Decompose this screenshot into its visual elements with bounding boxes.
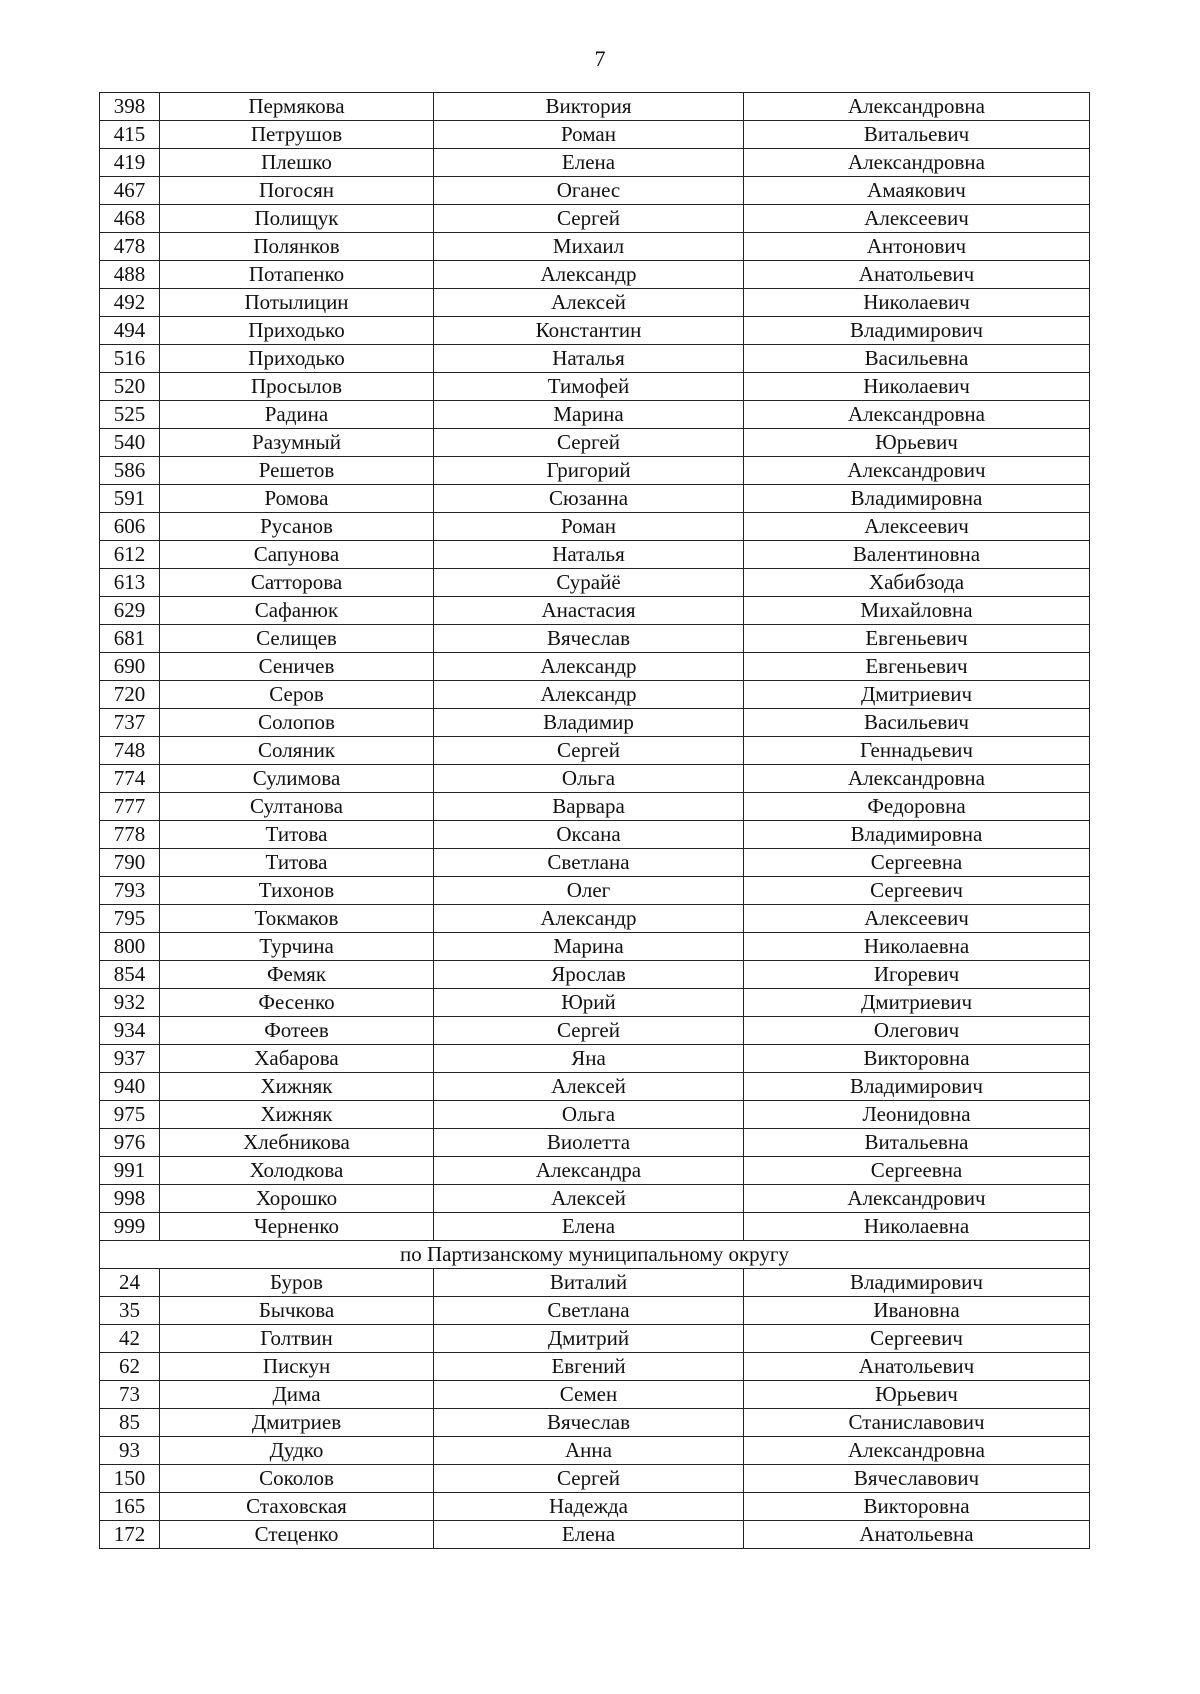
cell-number: 520 <box>100 373 160 401</box>
cell-last-name: Петрушов <box>160 121 434 149</box>
cell-first-name: Владимир <box>434 709 744 737</box>
cell-number: 467 <box>100 177 160 205</box>
cell-last-name: Стеценко <box>160 1521 434 1549</box>
cell-first-name: Марина <box>434 401 744 429</box>
cell-number: 795 <box>100 905 160 933</box>
cell-first-name: Сюзанна <box>434 485 744 513</box>
cell-first-name: Варвара <box>434 793 744 821</box>
cell-patronymic: Анатольевич <box>744 261 1090 289</box>
cell-number: 172 <box>100 1521 160 1549</box>
cell-patronymic: Хабибзода <box>744 569 1090 597</box>
table-row <box>100 849 1090 877</box>
table-row <box>100 1381 1090 1409</box>
cell-patronymic: Валентиновна <box>744 541 1090 569</box>
cell-patronymic: Вячеславович <box>744 1465 1090 1493</box>
cell-number: 586 <box>100 457 160 485</box>
cell-number: 24 <box>100 1269 160 1297</box>
section-heading: по Партизанскому муниципальному округу <box>100 1241 1090 1269</box>
section-heading-row <box>100 1241 1090 1269</box>
cell-number: 777 <box>100 793 160 821</box>
cell-number: 540 <box>100 429 160 457</box>
cell-number: 488 <box>100 261 160 289</box>
cell-number: 681 <box>100 625 160 653</box>
cell-patronymic: Алексеевич <box>744 205 1090 233</box>
cell-number: 976 <box>100 1129 160 1157</box>
table-row <box>100 1269 1090 1297</box>
table-row <box>100 1045 1090 1073</box>
table-row <box>100 1185 1090 1213</box>
cell-patronymic: Витальевич <box>744 121 1090 149</box>
cell-patronymic: Александрович <box>744 1185 1090 1213</box>
cell-first-name: Александр <box>434 681 744 709</box>
cell-patronymic: Федоровна <box>744 793 1090 821</box>
cell-first-name: Елена <box>434 1213 744 1241</box>
cell-first-name: Светлана <box>434 1297 744 1325</box>
cell-last-name: Хлебникова <box>160 1129 434 1157</box>
cell-number: 93 <box>100 1437 160 1465</box>
cell-patronymic: Станиславович <box>744 1409 1090 1437</box>
roster-body <box>100 93 1090 1549</box>
cell-first-name: Александра <box>434 1157 744 1185</box>
table-row <box>100 1017 1090 1045</box>
cell-patronymic: Александровна <box>744 149 1090 177</box>
cell-last-name: Полянков <box>160 233 434 261</box>
cell-number: 492 <box>100 289 160 317</box>
cell-number: 478 <box>100 233 160 261</box>
cell-first-name: Елена <box>434 149 744 177</box>
cell-last-name: Буров <box>160 1269 434 1297</box>
cell-last-name: Потапенко <box>160 261 434 289</box>
cell-first-name: Александр <box>434 653 744 681</box>
cell-patronymic: Ивановна <box>744 1297 1090 1325</box>
cell-last-name: Серов <box>160 681 434 709</box>
cell-patronymic: Васильевна <box>744 345 1090 373</box>
cell-last-name: Сулимова <box>160 765 434 793</box>
table-row <box>100 793 1090 821</box>
cell-number: 73 <box>100 1381 160 1409</box>
cell-patronymic: Николаевна <box>744 1213 1090 1241</box>
table-row <box>100 541 1090 569</box>
cell-patronymic: Владимирович <box>744 1073 1090 1101</box>
cell-last-name: Селищев <box>160 625 434 653</box>
table-row <box>100 1157 1090 1185</box>
cell-number: 613 <box>100 569 160 597</box>
cell-patronymic: Владимировна <box>744 821 1090 849</box>
cell-last-name: Дмитриев <box>160 1409 434 1437</box>
cell-patronymic: Дмитриевич <box>744 989 1090 1017</box>
table-row <box>100 821 1090 849</box>
cell-last-name: Решетов <box>160 457 434 485</box>
cell-first-name: Тимофей <box>434 373 744 401</box>
cell-last-name: Тихонов <box>160 877 434 905</box>
table-row <box>100 177 1090 205</box>
cell-last-name: Погосян <box>160 177 434 205</box>
cell-number: 800 <box>100 933 160 961</box>
cell-number: 42 <box>100 1325 160 1353</box>
cell-first-name: Роман <box>434 121 744 149</box>
table-row <box>100 709 1090 737</box>
cell-first-name: Наталья <box>434 541 744 569</box>
cell-first-name: Ярослав <box>434 961 744 989</box>
cell-first-name: Анастасия <box>434 597 744 625</box>
table-row <box>100 737 1090 765</box>
cell-last-name: Соляник <box>160 737 434 765</box>
cell-patronymic: Евгеньевич <box>744 625 1090 653</box>
cell-patronymic: Леонидовна <box>744 1101 1090 1129</box>
cell-patronymic: Дмитриевич <box>744 681 1090 709</box>
cell-patronymic: Александровна <box>744 765 1090 793</box>
cell-patronymic: Николаевич <box>744 373 1090 401</box>
cell-first-name: Сурайё <box>434 569 744 597</box>
cell-patronymic: Алексеевич <box>744 905 1090 933</box>
cell-number: 468 <box>100 205 160 233</box>
cell-first-name: Евгений <box>434 1353 744 1381</box>
cell-last-name: Токмаков <box>160 905 434 933</box>
cell-first-name: Семен <box>434 1381 744 1409</box>
cell-number: 85 <box>100 1409 160 1437</box>
cell-last-name: Холодкова <box>160 1157 434 1185</box>
cell-first-name: Михаил <box>434 233 744 261</box>
cell-patronymic: Анатольевна <box>744 1521 1090 1549</box>
cell-patronymic: Игоревич <box>744 961 1090 989</box>
cell-number: 998 <box>100 1185 160 1213</box>
cell-patronymic: Михайловна <box>744 597 1090 625</box>
table-row <box>100 1493 1090 1521</box>
table-row <box>100 1325 1090 1353</box>
table-row <box>100 597 1090 625</box>
cell-last-name: Турчина <box>160 933 434 961</box>
cell-last-name: Стаховская <box>160 1493 434 1521</box>
table-row <box>100 569 1090 597</box>
cell-number: 790 <box>100 849 160 877</box>
cell-patronymic: Владимирович <box>744 1269 1090 1297</box>
cell-last-name: Хижняк <box>160 1073 434 1101</box>
cell-number: 793 <box>100 877 160 905</box>
cell-patronymic: Сергеевна <box>744 849 1090 877</box>
cell-first-name: Надежда <box>434 1493 744 1521</box>
cell-last-name: Радина <box>160 401 434 429</box>
table-row <box>100 933 1090 961</box>
cell-last-name: Титова <box>160 821 434 849</box>
cell-last-name: Просылов <box>160 373 434 401</box>
cell-patronymic: Алексеевич <box>744 513 1090 541</box>
table-row <box>100 93 1090 121</box>
cell-last-name: Фемяк <box>160 961 434 989</box>
cell-first-name: Вячеслав <box>434 625 744 653</box>
cell-first-name: Марина <box>434 933 744 961</box>
table-row <box>100 485 1090 513</box>
table-row <box>100 289 1090 317</box>
cell-patronymic: Юрьевич <box>744 1381 1090 1409</box>
cell-patronymic: Васильевич <box>744 709 1090 737</box>
cell-first-name: Вячеслав <box>434 1409 744 1437</box>
table-row <box>100 149 1090 177</box>
cell-number: 854 <box>100 961 160 989</box>
cell-last-name: Полищук <box>160 205 434 233</box>
cell-last-name: Хижняк <box>160 1101 434 1129</box>
cell-number: 778 <box>100 821 160 849</box>
table-row <box>100 233 1090 261</box>
cell-first-name: Юрий <box>434 989 744 1017</box>
cell-number: 690 <box>100 653 160 681</box>
cell-first-name: Елена <box>434 1521 744 1549</box>
cell-last-name: Пермякова <box>160 93 434 121</box>
cell-first-name: Роман <box>434 513 744 541</box>
cell-number: 774 <box>100 765 160 793</box>
cell-last-name: Черненко <box>160 1213 434 1241</box>
cell-patronymic: Александровна <box>744 93 1090 121</box>
table-row <box>100 429 1090 457</box>
table-row <box>100 1073 1090 1101</box>
cell-first-name: Алексей <box>434 1073 744 1101</box>
cell-patronymic: Александрович <box>744 457 1090 485</box>
cell-patronymic: Анатольевич <box>744 1353 1090 1381</box>
cell-patronymic: Антонович <box>744 233 1090 261</box>
cell-number: 991 <box>100 1157 160 1185</box>
cell-last-name: Дима <box>160 1381 434 1409</box>
cell-patronymic: Юрьевич <box>744 429 1090 457</box>
cell-patronymic: Сергеевич <box>744 877 1090 905</box>
cell-number: 748 <box>100 737 160 765</box>
cell-last-name: Дудко <box>160 1437 434 1465</box>
table-row <box>100 317 1090 345</box>
cell-patronymic: Витальевна <box>744 1129 1090 1157</box>
table-row <box>100 765 1090 793</box>
cell-last-name: Сапунова <box>160 541 434 569</box>
cell-first-name: Сергей <box>434 1017 744 1045</box>
cell-patronymic: Владимировна <box>744 485 1090 513</box>
cell-first-name: Наталья <box>434 345 744 373</box>
table-row <box>100 261 1090 289</box>
cell-number: 934 <box>100 1017 160 1045</box>
table-row <box>100 625 1090 653</box>
table-row <box>100 989 1090 1017</box>
cell-number: 720 <box>100 681 160 709</box>
cell-patronymic: Олегович <box>744 1017 1090 1045</box>
cell-patronymic: Николаевна <box>744 933 1090 961</box>
table-row <box>100 345 1090 373</box>
cell-patronymic: Владимирович <box>744 317 1090 345</box>
cell-last-name: Хорошко <box>160 1185 434 1213</box>
cell-number: 516 <box>100 345 160 373</box>
table-row <box>100 401 1090 429</box>
table-row <box>100 1465 1090 1493</box>
cell-patronymic: Николаевич <box>744 289 1090 317</box>
cell-number: 62 <box>100 1353 160 1381</box>
table-row <box>100 373 1090 401</box>
table-row <box>100 121 1090 149</box>
cell-number: 150 <box>100 1465 160 1493</box>
cell-last-name: Плешко <box>160 149 434 177</box>
cell-first-name: Дмитрий <box>434 1325 744 1353</box>
table-row <box>100 1353 1090 1381</box>
cell-number: 629 <box>100 597 160 625</box>
cell-first-name: Алексей <box>434 289 744 317</box>
cell-first-name: Анна <box>434 1437 744 1465</box>
cell-first-name: Григорий <box>434 457 744 485</box>
cell-first-name: Оксана <box>434 821 744 849</box>
cell-number: 606 <box>100 513 160 541</box>
cell-patronymic: Сергеевич <box>744 1325 1090 1353</box>
cell-patronymic: Амаякович <box>744 177 1090 205</box>
cell-number: 165 <box>100 1493 160 1521</box>
cell-first-name: Виолетта <box>434 1129 744 1157</box>
table-row <box>100 877 1090 905</box>
cell-last-name: Фесенко <box>160 989 434 1017</box>
cell-number: 937 <box>100 1045 160 1073</box>
cell-last-name: Бычкова <box>160 1297 434 1325</box>
cell-number: 525 <box>100 401 160 429</box>
cell-patronymic: Викторовна <box>744 1045 1090 1073</box>
page-number: 7 <box>594 46 606 71</box>
cell-number: 398 <box>100 93 160 121</box>
cell-patronymic: Евгеньевич <box>744 653 1090 681</box>
table-row <box>100 681 1090 709</box>
table-row <box>100 1101 1090 1129</box>
cell-last-name: Приходько <box>160 345 434 373</box>
cell-patronymic: Викторовна <box>744 1493 1090 1521</box>
cell-last-name: Приходько <box>160 317 434 345</box>
table-row <box>100 205 1090 233</box>
cell-last-name: Соколов <box>160 1465 434 1493</box>
cell-first-name: Александр <box>434 905 744 933</box>
cell-first-name: Ольга <box>434 1101 744 1129</box>
cell-first-name: Ольга <box>434 765 744 793</box>
cell-number: 932 <box>100 989 160 1017</box>
table-row <box>100 1129 1090 1157</box>
cell-patronymic: Александровна <box>744 401 1090 429</box>
roster-table <box>99 92 1090 1549</box>
cell-number: 415 <box>100 121 160 149</box>
cell-first-name: Сергей <box>434 737 744 765</box>
cell-first-name: Виктория <box>434 93 744 121</box>
cell-number: 612 <box>100 541 160 569</box>
cell-first-name: Оганес <box>434 177 744 205</box>
table-row <box>100 905 1090 933</box>
cell-last-name: Султанова <box>160 793 434 821</box>
cell-number: 999 <box>100 1213 160 1241</box>
cell-number: 940 <box>100 1073 160 1101</box>
table-row <box>100 1409 1090 1437</box>
cell-first-name: Александр <box>434 261 744 289</box>
table-row <box>100 457 1090 485</box>
cell-last-name: Сафанюк <box>160 597 434 625</box>
cell-last-name: Разумный <box>160 429 434 457</box>
cell-last-name: Солопов <box>160 709 434 737</box>
cell-first-name: Яна <box>434 1045 744 1073</box>
cell-first-name: Олег <box>434 877 744 905</box>
cell-first-name: Светлана <box>434 849 744 877</box>
cell-number: 591 <box>100 485 160 513</box>
cell-number: 975 <box>100 1101 160 1129</box>
table-row <box>100 1297 1090 1325</box>
table-row <box>100 513 1090 541</box>
cell-last-name: Сеничев <box>160 653 434 681</box>
table-row <box>100 653 1090 681</box>
cell-patronymic: Геннадьевич <box>744 737 1090 765</box>
cell-first-name: Константин <box>434 317 744 345</box>
cell-last-name: Фотеев <box>160 1017 434 1045</box>
cell-first-name: Сергей <box>434 1465 744 1493</box>
table-row <box>100 1437 1090 1465</box>
cell-number: 737 <box>100 709 160 737</box>
cell-last-name: Потылицин <box>160 289 434 317</box>
cell-first-name: Алексей <box>434 1185 744 1213</box>
cell-number: 494 <box>100 317 160 345</box>
table-row <box>100 1521 1090 1549</box>
cell-last-name: Русанов <box>160 513 434 541</box>
cell-last-name: Хабарова <box>160 1045 434 1073</box>
cell-last-name: Титова <box>160 849 434 877</box>
table-row <box>100 961 1090 989</box>
cell-last-name: Пискун <box>160 1353 434 1381</box>
cell-last-name: Сатторова <box>160 569 434 597</box>
cell-last-name: Ромова <box>160 485 434 513</box>
cell-last-name: Голтвин <box>160 1325 434 1353</box>
cell-number: 35 <box>100 1297 160 1325</box>
cell-number: 419 <box>100 149 160 177</box>
cell-patronymic: Александровна <box>744 1437 1090 1465</box>
table-row <box>100 1213 1090 1241</box>
cell-first-name: Сергей <box>434 205 744 233</box>
cell-patronymic: Сергеевна <box>744 1157 1090 1185</box>
cell-first-name: Виталий <box>434 1269 744 1297</box>
cell-first-name: Сергей <box>434 429 744 457</box>
